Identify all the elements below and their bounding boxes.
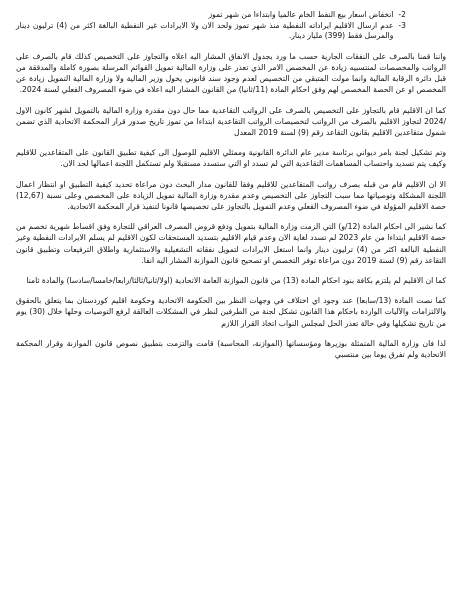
paragraph-ministry-commitment: لذا فان وزارة المالية المتمثلة بوزيرها ومؤسساتها (الموازنة، المحاسبة) قامت والتزمت بتطبيق نصوص قانون الموازنة وقرار المحكمة الاتحادية ولم تفرق يوما بين منتسبي	[16, 338, 446, 360]
list-item-text: انخفاض اسعار بيع النفط الخام عالميا وابتداءا من شهر تموز	[208, 10, 394, 19]
list-item-text: عدم ارسال الاقليم ايراداته النفطية منذ شهر تموز ولحد الان ولا الايرادات غير النفطية البالغة اكثر من (4) ترليون دينار والمرسل فقط (399) مليار دينار.	[16, 20, 394, 41]
paragraph-spending-overrun: واننا قمنا بالصرف على النفقات الجارية حسب ما ورد بجدول الانفاق المشار اليه اعلاه والتجاوز على التخصيص كذلك قام بالصرف على الرواتب والمخصصات لمنتسبيه زيادة عن المخصص الامر الذي تعذر على وزارة المالية تمويل القوائم المرسلة بصورة كاملة والمدققة من قبل دائرة الرقابة المالية وانما مولت المتبقي من التخصيص لعدم وجود سند قانوني يخول وزير المالية ولا وزارة المالية التمويل زيادة عن المخصص او عن الحصة المخصص لهم وفق احكام المادة (11/ثانيا) من القانون المشار اليه اعلاه في ضوء المصروف الفعلي لسنة 2024.	[16, 51, 446, 95]
paragraph-region-pension-payment: الا ان الاقليم قام من قبله بصرف رواتب المتقاعدين للاقليم وفقا للقانون مدار البحث دون مراعاة تحديد كيفية التطبيق او انتظار اعمال اللجنة المشكلة وتوصياتها مما سبب التجاوز على التخصيص وعدم مقدرة وزارة المالية تمويل الزيادة على المخصص وعلى نسبة (12,67) حصة الاقليم المؤولة في ضوء المصروف الفعلي وعدم التمويل بالتجاوز على تخصيصها قانونا لتنفيذ قرار المحكمة الاتحادية.	[16, 179, 446, 212]
list-item	[16, 21, 446, 42]
paragraph-bank-loans: كما نشير الى احكام المادة (12/و) التي الزمت وزارة المالية بتمويل ودفع قروض المصرف العراقي للتجارة وفق اقساط شهرية تخصم من حصة الاقليم ابتداءا من عام 2023 لم تسدد لغاية الان وعدم قيام الاقليم بتسديد المستحقات لكون الاقليم لم يسلم الايرادات النفطية وغير النفطية البالغة اكثر من (4) ترليون دينار وانما استغل الايرادات لتمويل نفقاته التشغيلية والاستثمارية واطلاق الترفيعات وتطبيق قانون التقاعد رقم (9) لسنة 2019 دون مراعاة توفر التخصص او تصحيح قانون الموازنة المشار اليه انفا.	[16, 222, 446, 265]
paragraph-committee-formation: وتم تشكيل لجنة بامر ديواني برئاسة مدير عام الدائرة القانونية وممثلي الاقليم للوصول الى كيفية تطبيق القانون على المتقاعدين للاقليم وكيف يتم تسديد واحتساب المساهمات التقاعدية التي لم تسدد او التي ستسدد مستقبلا ولم تستكمل اللجنة اعمالها لحد الان.	[16, 148, 446, 169]
paragraph-pension-overrun: كما ان الاقليم قام بالتجاوز على التخصيص بالصرف على الرواتب التقاعدية مما حال دون مقدرة وزارة المالية بالتمويل لشهر كانون الاول /2024 لتجاوز الاقليم بالصرف من الرواتب لتخصيصات الرواتب التقاعدية ابتداءا من تموز تاريخ صدور قرار المحكمة الاتحادية الذي تضمن شمول متقاعدين الاقليم بقانون التقاعد رقم (9) لسنة 2019 المعدل	[16, 105, 446, 137]
numbered-list	[16, 10, 446, 42]
list-item	[16, 10, 446, 21]
list-item-number: -2	[398, 10, 406, 19]
paragraph-article-13: كما ان الاقليم لم يلتزم بكافة بنود احكام المادة (13) من قانون الموازنة العامة الاتحادية (اولا/ثانيا/ثالثا/رابعا/خامسا/سادسا) والمادة ثامنا	[26, 276, 446, 286]
paragraph-article-13-seventh: كما نصت المادة (13/سابعا) عند وجود اي اختلاف في وجهات النظر بين الحكومة الاتحادية وحكومة اقليم كوردستان بما يتعلق بالحقوق والالتزامات والآليات الواردة باحكام هذا القانون تشكل لجنة من الطرفين لنظر في المشكلات العالقة لرفع التوصيات وحلها خلال (30) يوم من تاريخ تشكيلها وفي حالة تعذر الحل لمجلس النواب اتخاذ القرار اللازم	[16, 296, 446, 328]
list-item-number: -3	[398, 20, 406, 30]
